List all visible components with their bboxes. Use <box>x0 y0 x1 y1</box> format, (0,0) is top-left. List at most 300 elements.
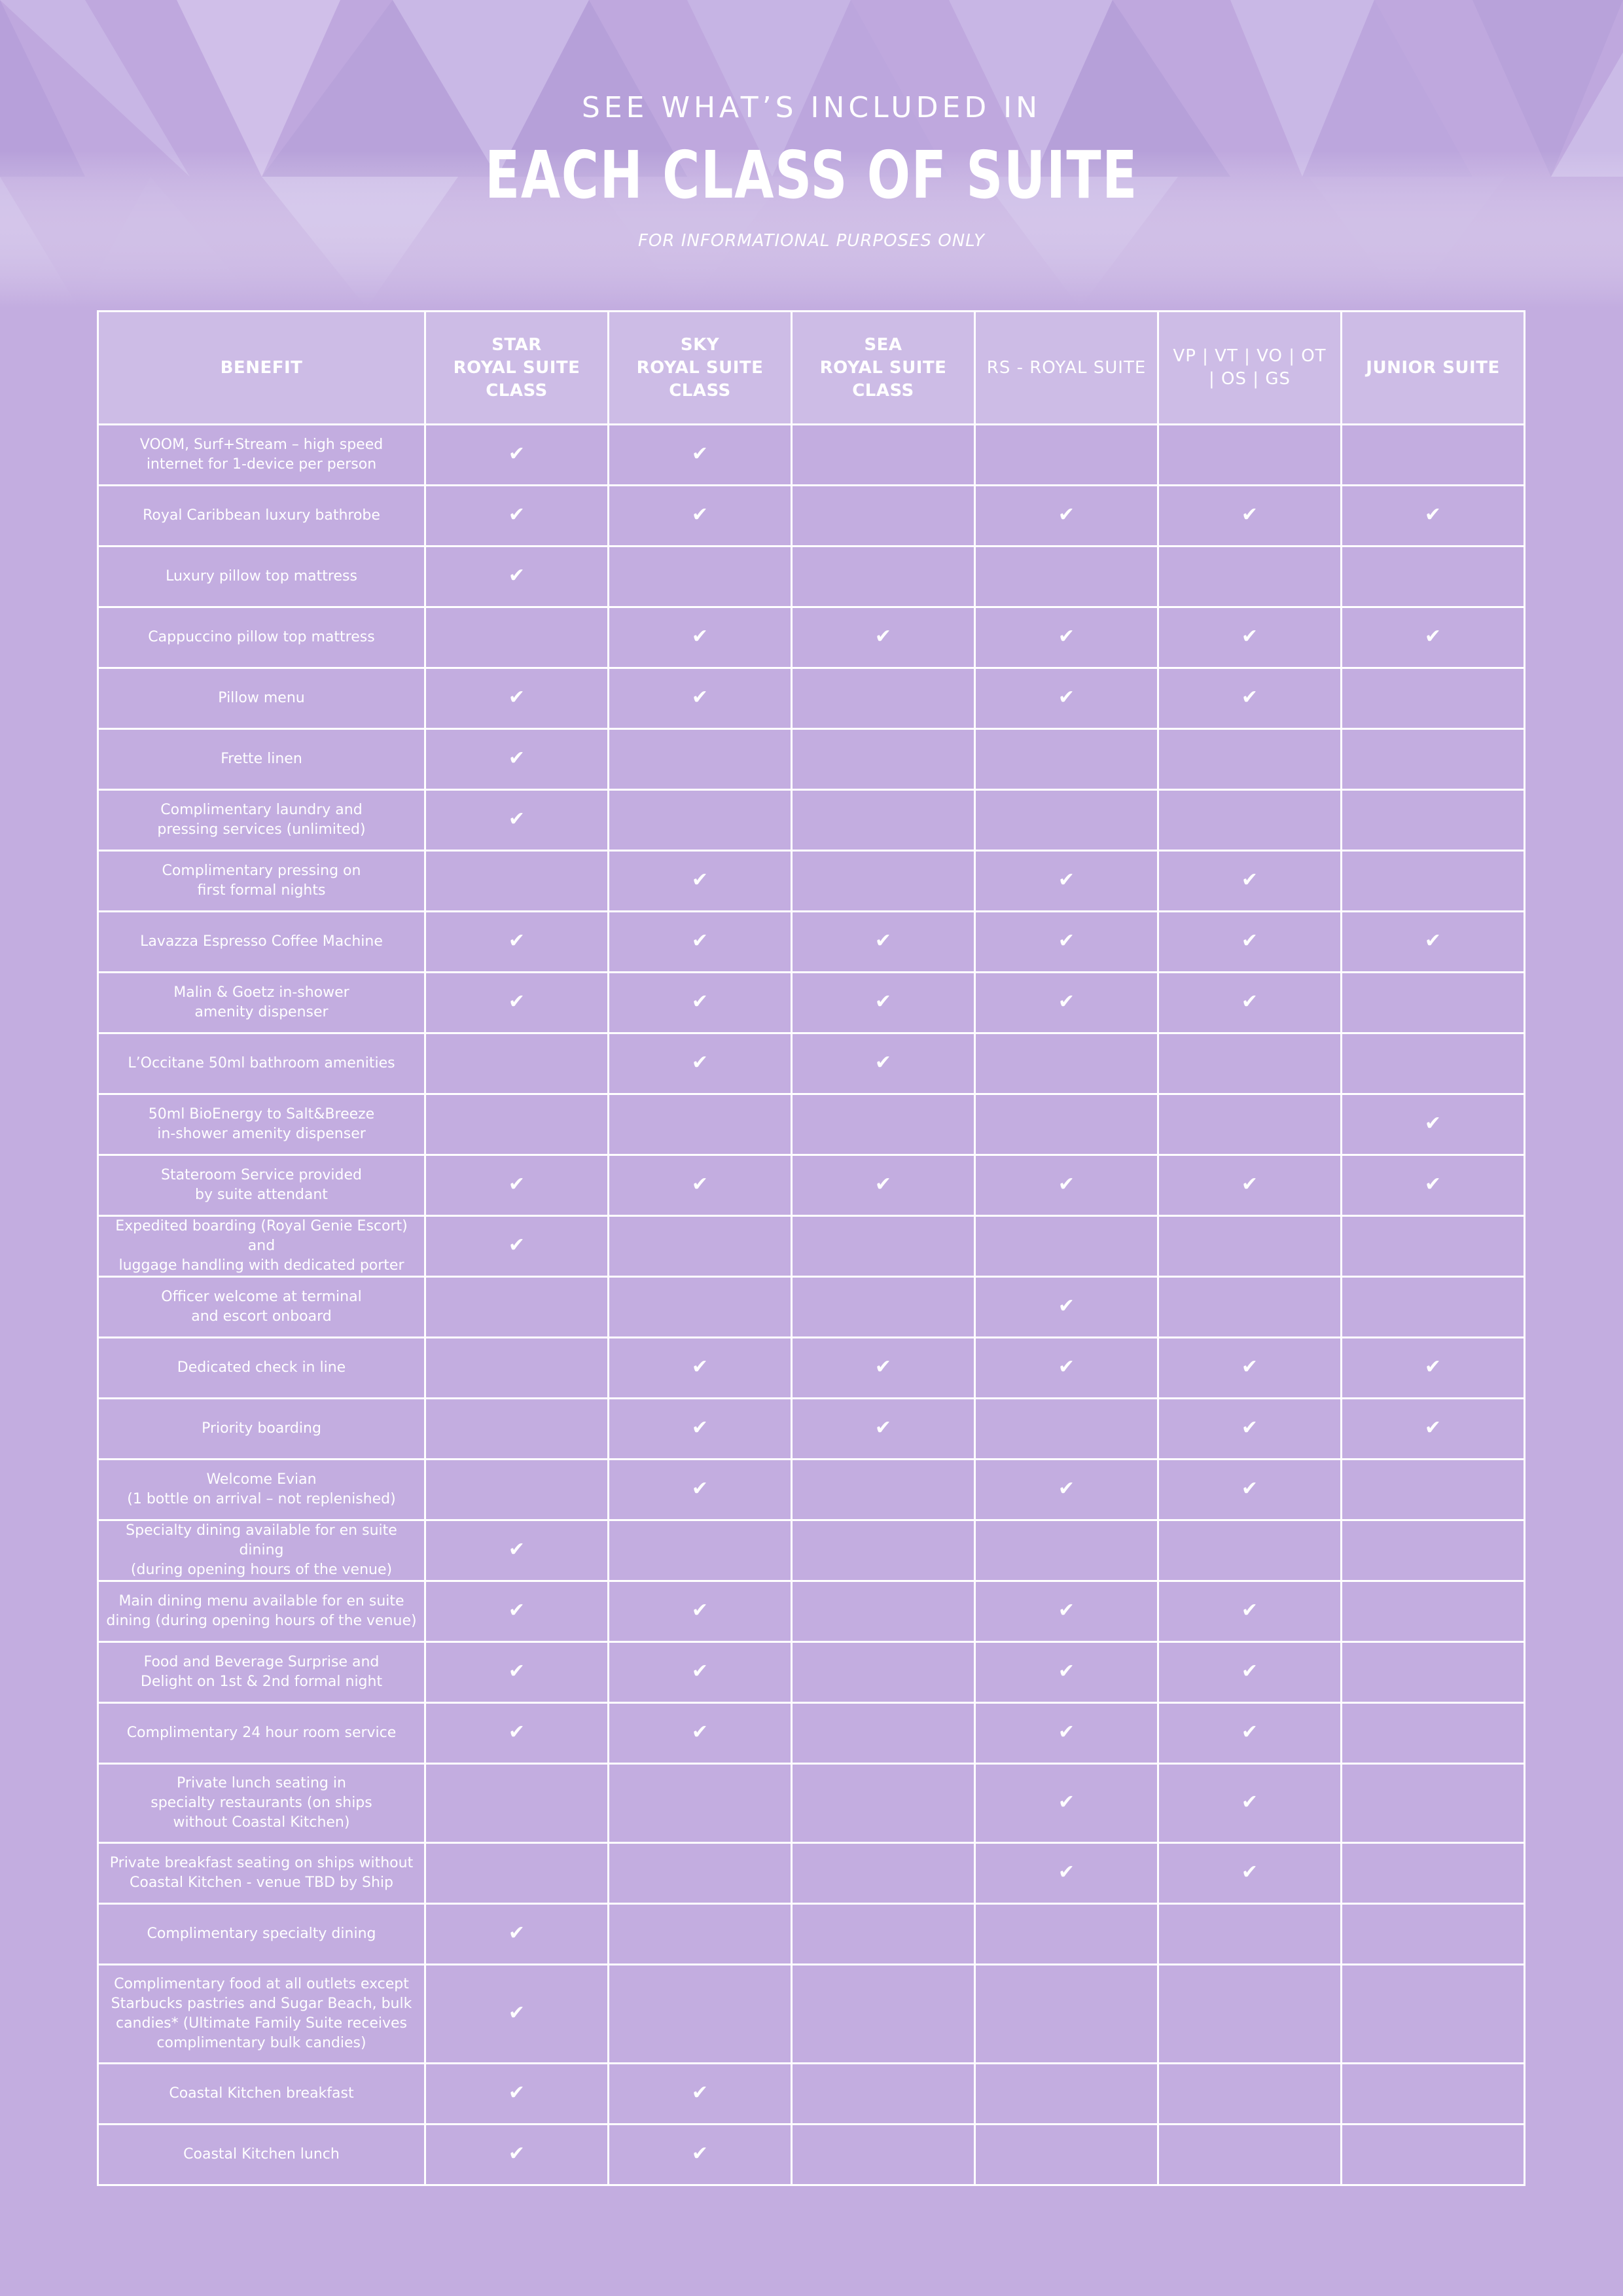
checkmark-icon: ✔ <box>508 990 526 1013</box>
suite-cell <box>975 1033 1158 1094</box>
suite-cell <box>609 973 792 1033</box>
checkmark-icon: ✔ <box>874 1050 892 1074</box>
suite-cell <box>609 851 792 912</box>
table-row <box>98 1155 1525 1216</box>
checkmark-icon: ✔ <box>1058 868 1075 891</box>
suite-cell <box>792 607 975 668</box>
checkmark-icon: ✔ <box>1241 929 1258 952</box>
benefit-cell: Main dining menu available for en suite dining (during opening hours of the venue) <box>98 1581 425 1642</box>
suite-cell <box>975 1155 1158 1216</box>
checkmark-icon: ✔ <box>691 1477 709 1500</box>
suite-cell <box>425 729 609 790</box>
benefit-cell: Complimentary pressing on first formal nights <box>98 851 425 912</box>
suite-cell <box>792 1460 975 1520</box>
checkmark-icon: ✔ <box>1424 503 1442 526</box>
suite-cell <box>1342 1338 1525 1399</box>
benefit-cell: Complimentary specialty dining <box>98 1904 425 1965</box>
suite-cell <box>1342 1965 1525 2064</box>
suite-cell <box>1342 1155 1525 1216</box>
suite-cell <box>425 1764 609 1843</box>
suite-cell <box>792 547 975 607</box>
suite-cell <box>1342 1094 1525 1155</box>
benefit-cell: Complimentary 24 hour room service <box>98 1703 425 1764</box>
checkmark-icon: ✔ <box>691 1598 709 1622</box>
benefit-cell: L’Occitane 50ml bathroom amenities <box>98 1033 425 1094</box>
suite-cell <box>975 973 1158 1033</box>
suite-cell <box>425 607 609 668</box>
checkmark-icon: ✔ <box>508 1172 526 1196</box>
checkmark-icon: ✔ <box>1058 1790 1075 1814</box>
suite-cell <box>1158 547 1342 607</box>
benefit-cell: Malin & Goetz in-shower amenity dispenser <box>98 973 425 1033</box>
benefit-cell: Complimentary food at all outlets except Starbucks pastries and Sugar Beach, bulk candies* (Ultimate Family Suite receives complimentary bulk candies) <box>98 1965 425 2064</box>
suite-cell <box>1158 1703 1342 1764</box>
suite-cell <box>609 425 792 486</box>
checkmark-icon: ✔ <box>691 1172 709 1196</box>
suite-cell <box>425 1642 609 1703</box>
suite-cell <box>792 1764 975 1843</box>
suite-cell <box>1158 729 1342 790</box>
suite-cell <box>792 2125 975 2185</box>
checkmark-icon: ✔ <box>1058 624 1075 648</box>
suite-cell <box>425 1399 609 1460</box>
checkmark-icon: ✔ <box>1241 1790 1258 1814</box>
checkmark-icon: ✔ <box>1058 1172 1075 1196</box>
suite-cell <box>792 1904 975 1965</box>
checkmark-icon: ✔ <box>508 1720 526 1744</box>
suite-cell <box>1158 1399 1342 1460</box>
suite-cell <box>792 1965 975 2064</box>
table-row <box>98 1277 1525 1338</box>
suite-cell <box>1158 1965 1342 2064</box>
suite-cell <box>975 790 1158 851</box>
suite-cell <box>1342 1033 1525 1094</box>
suite-cell <box>1158 851 1342 912</box>
checkmark-icon: ✔ <box>508 503 526 526</box>
benefit-cell: VOOM, Surf+Stream – high speed internet for 1-device per person <box>98 425 425 486</box>
suite-cell <box>1158 1094 1342 1155</box>
checkmark-icon: ✔ <box>1058 1720 1075 1744</box>
checkmark-icon: ✔ <box>1241 1172 1258 1196</box>
checkmark-icon: ✔ <box>874 1416 892 1439</box>
suite-cell <box>792 1843 975 1904</box>
checkmark-icon: ✔ <box>1424 1355 1442 1378</box>
checkmark-icon: ✔ <box>1241 1860 1258 1884</box>
suite-cell <box>975 1399 1158 1460</box>
suite-cell <box>609 1764 792 1843</box>
suite-cell <box>609 607 792 668</box>
suite-cell <box>1342 2064 1525 2125</box>
suite-cell <box>1158 1764 1342 1843</box>
table-row <box>98 1703 1525 1764</box>
suite-cell <box>609 1277 792 1338</box>
suite-cell <box>1342 547 1525 607</box>
checkmark-icon: ✔ <box>1058 1598 1075 1622</box>
checkmark-icon: ✔ <box>508 1537 526 1561</box>
checkmark-icon: ✔ <box>874 1355 892 1378</box>
table-row <box>98 607 1525 668</box>
suite-cell <box>1342 668 1525 729</box>
checkmark-icon: ✔ <box>691 624 709 648</box>
benefits-body <box>98 425 1525 2185</box>
checkmark-icon: ✔ <box>1058 503 1075 526</box>
suite-cell <box>1342 851 1525 912</box>
table-row <box>98 1094 1525 1155</box>
checkmark-icon: ✔ <box>1058 1659 1075 1683</box>
checkmark-icon: ✔ <box>508 564 526 587</box>
suite-cell <box>609 1338 792 1399</box>
suite-cell <box>1342 1216 1525 1277</box>
checkmark-icon: ✔ <box>1241 503 1258 526</box>
checkmark-icon: ✔ <box>1241 1659 1258 1683</box>
suite-cell <box>425 1277 609 1338</box>
suite-cell <box>792 973 975 1033</box>
suite-cell <box>1342 729 1525 790</box>
table-row <box>98 1399 1525 1460</box>
checkmark-icon: ✔ <box>1424 1172 1442 1196</box>
benefit-cell: Cappuccino pillow top mattress <box>98 607 425 668</box>
suite-cell <box>792 1338 975 1399</box>
suite-cell <box>975 547 1158 607</box>
table-row <box>98 547 1525 607</box>
table-row <box>98 1033 1525 1094</box>
benefit-cell: 50ml BioEnergy to Salt&Breeze in-shower amenity dispenser <box>98 1094 425 1155</box>
checkmark-icon: ✔ <box>1424 624 1442 648</box>
checkmark-icon: ✔ <box>1058 1860 1075 1884</box>
checkmark-icon: ✔ <box>508 1233 526 1257</box>
checkmark-icon: ✔ <box>691 1355 709 1378</box>
suite-cell <box>975 486 1158 547</box>
suite-cell <box>1158 1460 1342 1520</box>
column-header-star-royal-suite: STAR ROYAL SUITE CLASS <box>425 312 609 425</box>
benefit-cell: Complimentary laundry and pressing services (unlimited) <box>98 790 425 851</box>
suite-cell <box>425 486 609 547</box>
checkmark-icon: ✔ <box>508 929 526 952</box>
checkmark-icon: ✔ <box>1241 624 1258 648</box>
table-row <box>98 1338 1525 1399</box>
suite-cell <box>425 547 609 607</box>
suite-cell <box>609 1094 792 1155</box>
table-row <box>98 1965 1525 2064</box>
checkmark-icon: ✔ <box>1058 1294 1075 1318</box>
suite-cell <box>1158 2125 1342 2185</box>
suite-cell <box>425 2064 609 2125</box>
benefit-cell: Priority boarding <box>98 1399 425 1460</box>
suite-cell <box>975 1965 1158 2064</box>
checkmark-icon: ✔ <box>1424 929 1442 952</box>
suite-cell <box>975 1460 1158 1520</box>
checkmark-icon: ✔ <box>691 1720 709 1744</box>
suite-cell <box>1342 1904 1525 1965</box>
suite-cell <box>792 668 975 729</box>
suite-cell <box>609 1520 792 1581</box>
suite-cell <box>792 2064 975 2125</box>
checkmark-icon: ✔ <box>691 929 709 952</box>
suite-cell <box>609 912 792 973</box>
checkmark-icon: ✔ <box>874 990 892 1013</box>
suite-benefits-table <box>97 310 1524 2186</box>
checkmark-icon: ✔ <box>1241 685 1258 709</box>
checkmark-icon: ✔ <box>1241 1477 1258 1500</box>
suite-cell <box>609 729 792 790</box>
suite-cell <box>1158 1642 1342 1703</box>
suite-cell <box>609 1965 792 2064</box>
suite-cell <box>1342 1460 1525 1520</box>
suite-cell <box>975 2125 1158 2185</box>
benefit-cell: Pillow menu <box>98 668 425 729</box>
checkmark-icon: ✔ <box>508 1598 526 1622</box>
suite-cell <box>1342 790 1525 851</box>
suite-cell <box>975 1520 1158 1581</box>
suite-cell <box>1342 912 1525 973</box>
checkmark-icon: ✔ <box>691 685 709 709</box>
suite-cell <box>792 1642 975 1703</box>
table-row <box>98 1581 1525 1642</box>
suite-cell <box>975 912 1158 973</box>
suite-cell <box>425 668 609 729</box>
benefit-cell: Private lunch seating in specialty restaurants (on ships without Coastal Kitchen) <box>98 1764 425 1843</box>
suite-cell <box>1158 486 1342 547</box>
suite-cell <box>425 1155 609 1216</box>
suite-cell <box>1158 1216 1342 1277</box>
table-row <box>98 1216 1525 1277</box>
checkmark-icon: ✔ <box>1058 1477 1075 1500</box>
suite-cell <box>792 1581 975 1642</box>
column-header-junior-suite: JUNIOR SUITE <box>1342 312 1525 425</box>
suite-cell <box>425 973 609 1033</box>
suite-cell <box>1342 1703 1525 1764</box>
checkmark-icon: ✔ <box>1058 990 1075 1013</box>
page-header <box>0 85 1623 259</box>
suite-cell <box>792 1277 975 1338</box>
suite-cell <box>425 1338 609 1399</box>
checkmark-icon: ✔ <box>691 868 709 891</box>
suite-cell <box>1342 1581 1525 1642</box>
suite-cell <box>425 1520 609 1581</box>
suite-cell <box>1342 2125 1525 2185</box>
suite-cell <box>1342 1277 1525 1338</box>
table-row <box>98 1460 1525 1520</box>
suite-cell <box>1342 973 1525 1033</box>
suite-cell <box>792 1216 975 1277</box>
suite-cell <box>609 1904 792 1965</box>
checkmark-icon: ✔ <box>874 1172 892 1196</box>
suite-cell <box>425 1094 609 1155</box>
suite-cell <box>975 729 1158 790</box>
table-row <box>98 1642 1525 1703</box>
suite-cell <box>975 1216 1158 1277</box>
suite-cell <box>792 1033 975 1094</box>
benefit-cell: Royal Caribbean luxury bathrobe <box>98 486 425 547</box>
suite-cell <box>1342 1843 1525 1904</box>
checkmark-icon: ✔ <box>1058 1355 1075 1378</box>
suite-cell <box>609 486 792 547</box>
benefit-cell: Coastal Kitchen breakfast <box>98 2064 425 2125</box>
benefits-grid <box>97 310 1525 2186</box>
checkmark-icon: ✔ <box>1241 1416 1258 1439</box>
suite-cell <box>1342 486 1525 547</box>
benefit-cell: Frette linen <box>98 729 425 790</box>
column-header-rs-royal-suite: RS - ROYAL SUITE <box>975 312 1158 425</box>
benefit-cell: Private breakfast seating on ships without Coastal Kitchen - venue TBD by Ship <box>98 1843 425 1904</box>
suite-cell <box>609 547 792 607</box>
page-title: EACH CLASS OF SUITE <box>484 137 1139 213</box>
checkmark-icon: ✔ <box>508 746 526 770</box>
column-header-vp-vt-vo-ot-os-gs: VP | VT | VO | OT | OS | GS <box>1158 312 1342 425</box>
column-header-benefit: BENEFIT <box>98 312 425 425</box>
benefit-cell: Luxury pillow top mattress <box>98 547 425 607</box>
benefit-cell: Coastal Kitchen lunch <box>98 2125 425 2185</box>
checkmark-icon: ✔ <box>874 929 892 952</box>
suite-cell <box>1158 973 1342 1033</box>
benefit-cell: Welcome Evian (1 bottle on arrival – not replenished) <box>98 1460 425 1520</box>
checkmark-icon: ✔ <box>508 442 526 465</box>
suite-cell <box>1342 1520 1525 1581</box>
suite-cell <box>792 790 975 851</box>
benefit-cell: Officer welcome at terminal and escort onboard <box>98 1277 425 1338</box>
checkmark-icon: ✔ <box>508 2142 526 2165</box>
suite-cell <box>975 1277 1158 1338</box>
checkmark-icon: ✔ <box>508 2081 526 2104</box>
suite-cell <box>425 1904 609 1965</box>
checkmark-icon: ✔ <box>691 1050 709 1074</box>
suite-cell <box>609 668 792 729</box>
table-row <box>98 1843 1525 1904</box>
table-row <box>98 912 1525 973</box>
benefit-cell: Dedicated check in line <box>98 1338 425 1399</box>
suite-cell <box>792 486 975 547</box>
table-row <box>98 1764 1525 1843</box>
table-row <box>98 2064 1525 2125</box>
suite-cell <box>425 851 609 912</box>
suite-cell <box>1158 1277 1342 1338</box>
suite-cell <box>1158 1843 1342 1904</box>
suite-cell <box>609 1216 792 1277</box>
suite-cell <box>792 1703 975 1764</box>
suite-cell <box>975 1094 1158 1155</box>
checkmark-icon: ✔ <box>508 807 526 831</box>
suite-cell <box>609 1399 792 1460</box>
suite-cell <box>1342 1764 1525 1843</box>
suite-cell <box>975 425 1158 486</box>
benefit-cell: Food and Beverage Surprise and Delight on 1st & 2nd formal night <box>98 1642 425 1703</box>
table-row <box>98 851 1525 912</box>
suite-cell <box>1158 1581 1342 1642</box>
suite-cell <box>975 2064 1158 2125</box>
column-header-sky-royal-suite: SKY ROYAL SUITE CLASS <box>609 312 792 425</box>
suite-cell <box>609 1033 792 1094</box>
suite-cell <box>609 1642 792 1703</box>
suite-cell <box>609 1581 792 1642</box>
benefit-cell: Lavazza Espresso Coffee Machine <box>98 912 425 973</box>
checkmark-icon: ✔ <box>508 2001 526 2024</box>
suite-cell <box>425 1033 609 1094</box>
suite-cell <box>1158 912 1342 973</box>
table-row <box>98 1520 1525 1581</box>
checkmark-icon: ✔ <box>691 442 709 465</box>
suite-cell <box>1158 607 1342 668</box>
column-header-sea-royal-suite: SEA ROYAL SUITE CLASS <box>792 312 975 425</box>
header-subtitle: FOR INFORMATIONAL PURPOSES ONLY <box>637 231 986 251</box>
suite-cell <box>425 2125 609 2185</box>
benefit-cell: Specialty dining available for en suite dining (during opening hours of the venue) <box>98 1520 425 1581</box>
suite-cell <box>1158 1155 1342 1216</box>
suite-cell <box>425 912 609 973</box>
table-row <box>98 1904 1525 1965</box>
suite-cell <box>975 1843 1158 1904</box>
header-row <box>98 312 1525 425</box>
suite-cell <box>425 425 609 486</box>
suite-cell <box>609 2064 792 2125</box>
suite-cell <box>1158 1033 1342 1094</box>
suite-cell <box>1158 1904 1342 1965</box>
checkmark-icon: ✔ <box>508 685 526 709</box>
suite-cell <box>792 1094 975 1155</box>
checkmark-icon: ✔ <box>691 1659 709 1683</box>
checkmark-icon: ✔ <box>691 2081 709 2104</box>
suite-cell <box>975 1904 1158 1965</box>
suite-cell <box>609 1843 792 1904</box>
checkmark-icon: ✔ <box>691 1416 709 1439</box>
checkmark-icon: ✔ <box>508 1659 526 1683</box>
checkmark-icon: ✔ <box>691 503 709 526</box>
table-row <box>98 425 1525 486</box>
suite-cell <box>1342 1399 1525 1460</box>
header-eyebrow: SEE WHAT’S INCLUDED IN <box>581 91 1042 124</box>
suite-cell <box>975 1703 1158 1764</box>
checkmark-icon: ✔ <box>1058 685 1075 709</box>
suite-cell <box>1158 1520 1342 1581</box>
suite-cell <box>609 1703 792 1764</box>
checkmark-icon: ✔ <box>1241 990 1258 1013</box>
suite-cell <box>792 912 975 973</box>
suite-cell <box>975 851 1158 912</box>
table-row <box>98 668 1525 729</box>
suite-cell <box>609 790 792 851</box>
suite-cell <box>792 729 975 790</box>
suite-cell <box>975 1338 1158 1399</box>
checkmark-icon: ✔ <box>691 990 709 1013</box>
suite-cell <box>609 1155 792 1216</box>
suite-cell <box>425 790 609 851</box>
checkmark-icon: ✔ <box>1241 868 1258 891</box>
checkmark-icon: ✔ <box>1241 1355 1258 1378</box>
benefit-cell: Expedited boarding (Royal Genie Escort) and luggage handling with dedicated porter <box>98 1216 425 1277</box>
checkmark-icon: ✔ <box>1241 1720 1258 1744</box>
checkmark-icon: ✔ <box>691 2142 709 2165</box>
checkmark-icon: ✔ <box>1424 1111 1442 1135</box>
suite-cell <box>1158 668 1342 729</box>
table-row <box>98 729 1525 790</box>
suite-cell <box>792 1399 975 1460</box>
suite-cell <box>1342 425 1525 486</box>
suite-cell <box>975 1581 1158 1642</box>
suite-cell <box>1158 1338 1342 1399</box>
suite-cell <box>792 1155 975 1216</box>
checkmark-icon: ✔ <box>1058 929 1075 952</box>
suite-cell <box>975 607 1158 668</box>
table-row <box>98 486 1525 547</box>
suite-cell <box>1158 790 1342 851</box>
table-row <box>98 2125 1525 2185</box>
suite-cell <box>1158 2064 1342 2125</box>
suite-cell <box>425 1965 609 2064</box>
suite-cell <box>1342 1642 1525 1703</box>
suite-cell <box>425 1843 609 1904</box>
table-row <box>98 790 1525 851</box>
table-row <box>98 973 1525 1033</box>
suite-cell <box>1158 425 1342 486</box>
